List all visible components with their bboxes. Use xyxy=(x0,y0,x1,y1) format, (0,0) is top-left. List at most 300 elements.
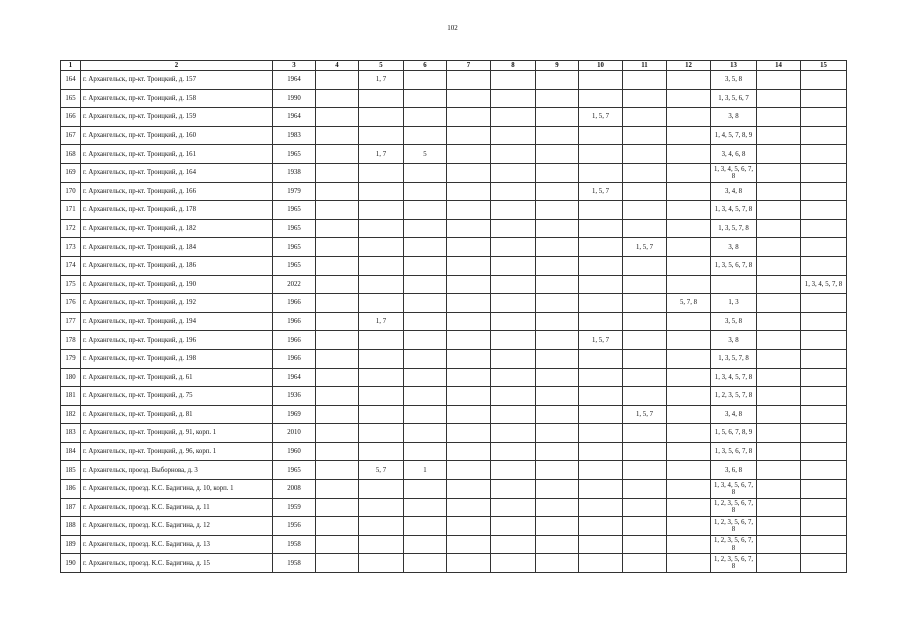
col-14-cell xyxy=(757,201,801,220)
col-11-cell xyxy=(623,442,667,461)
col-9-cell xyxy=(536,480,579,499)
col-9-cell xyxy=(536,517,579,536)
col-8-cell xyxy=(491,275,536,294)
table-row xyxy=(61,498,847,517)
col-6-cell xyxy=(404,201,447,220)
header-col-10: 10 xyxy=(579,61,623,71)
year-cell: 1965 xyxy=(273,145,316,164)
col-4-cell xyxy=(316,163,359,182)
col-6-cell xyxy=(404,517,447,536)
col-8-cell xyxy=(491,182,536,201)
col-10-cell xyxy=(579,71,623,90)
year-cell: 1966 xyxy=(273,294,316,313)
col-8-cell xyxy=(491,201,536,220)
year-cell: 1966 xyxy=(273,312,316,331)
row-number-cell: 182 xyxy=(61,405,81,424)
col-4-cell xyxy=(316,312,359,331)
col-11-cell xyxy=(623,517,667,536)
col-11-cell xyxy=(623,480,667,499)
col-14-cell xyxy=(757,89,801,108)
col-4-cell xyxy=(316,238,359,257)
col-9-cell xyxy=(536,498,579,517)
col-10-cell xyxy=(579,554,623,573)
col-4-cell xyxy=(316,387,359,406)
col-10-cell xyxy=(579,461,623,480)
col-11-cell xyxy=(623,71,667,90)
col-12-cell xyxy=(667,331,711,350)
header-col-11: 11 xyxy=(623,61,667,71)
col-14-cell xyxy=(757,275,801,294)
col-6-cell xyxy=(404,387,447,406)
col-7-cell xyxy=(447,238,491,257)
col-8-cell xyxy=(491,163,536,182)
col-7-cell xyxy=(447,275,491,294)
col-11-cell xyxy=(623,387,667,406)
year-cell: 1959 xyxy=(273,498,316,517)
col-8-cell xyxy=(491,312,536,331)
col-9-cell xyxy=(536,368,579,387)
col-13-cell: 1, 3, 4, 5, 7, 8 xyxy=(711,368,757,387)
table-row xyxy=(61,331,847,350)
address-cell: г. Архангельск, проезд. К.С. Бадигина, д. 11 xyxy=(81,498,273,517)
year-cell: 1965 xyxy=(273,201,316,220)
col-12-cell xyxy=(667,405,711,424)
header-col-6: 6 xyxy=(404,61,447,71)
col-5-cell xyxy=(359,126,404,145)
col-10-cell xyxy=(579,238,623,257)
col-6-cell xyxy=(404,535,447,554)
col-4-cell xyxy=(316,517,359,536)
col-13-cell: 1, 2, 3, 5, 7, 8 xyxy=(711,387,757,406)
col-11-cell xyxy=(623,424,667,443)
col-5-cell xyxy=(359,349,404,368)
table-row xyxy=(61,275,847,294)
col-12-cell xyxy=(667,275,711,294)
col-13-cell: 1, 3, 4, 5, 6, 7, 8 xyxy=(711,163,757,182)
col-6-cell: 5 xyxy=(404,145,447,164)
col-12-cell xyxy=(667,71,711,90)
col-10-cell xyxy=(579,219,623,238)
col-12-cell xyxy=(667,498,711,517)
col-14-cell xyxy=(757,256,801,275)
col-13-cell: 1, 2, 3, 5, 6, 7, 8 xyxy=(711,535,757,554)
col-10-cell xyxy=(579,405,623,424)
row-number-cell: 164 xyxy=(61,71,81,90)
col-15-cell xyxy=(801,163,847,182)
row-number-cell: 189 xyxy=(61,535,81,554)
col-8-cell xyxy=(491,126,536,145)
col-13-cell: 1, 3, 5, 7, 8 xyxy=(711,349,757,368)
col-15-cell xyxy=(801,145,847,164)
col-10-cell xyxy=(579,275,623,294)
col-15-cell xyxy=(801,442,847,461)
col-14-cell xyxy=(757,461,801,480)
col-10-cell xyxy=(579,163,623,182)
table-row xyxy=(61,424,847,443)
year-cell: 1966 xyxy=(273,331,316,350)
col-6-cell xyxy=(404,349,447,368)
table-row xyxy=(61,89,847,108)
col-14-cell xyxy=(757,182,801,201)
col-5-cell xyxy=(359,163,404,182)
col-15-cell xyxy=(801,554,847,573)
col-5-cell xyxy=(359,331,404,350)
col-9-cell xyxy=(536,424,579,443)
col-9-cell xyxy=(536,219,579,238)
col-15-cell xyxy=(801,349,847,368)
address-cell: г. Архангельск, пр-кт. Троицкий, д. 96, корп. 1 xyxy=(81,442,273,461)
col-11-cell: 1, 5, 7 xyxy=(623,238,667,257)
col-8-cell xyxy=(491,331,536,350)
table-row xyxy=(61,535,847,554)
year-cell: 1965 xyxy=(273,256,316,275)
year-cell: 1983 xyxy=(273,126,316,145)
col-12-cell xyxy=(667,312,711,331)
col-10-cell xyxy=(579,349,623,368)
col-7-cell xyxy=(447,480,491,499)
col-6-cell xyxy=(404,331,447,350)
col-11-cell xyxy=(623,145,667,164)
col-9-cell xyxy=(536,461,579,480)
col-7-cell xyxy=(447,201,491,220)
col-11-cell xyxy=(623,163,667,182)
col-7-cell xyxy=(447,145,491,164)
col-13-cell: 1, 2, 3, 5, 6, 7, 8 xyxy=(711,498,757,517)
col-4-cell xyxy=(316,71,359,90)
col-5-cell xyxy=(359,201,404,220)
col-12-cell: 5, 7, 8 xyxy=(667,294,711,313)
col-8-cell xyxy=(491,535,536,554)
header-col-7: 7 xyxy=(447,61,491,71)
col-9-cell xyxy=(536,275,579,294)
col-11-cell xyxy=(623,219,667,238)
col-6-cell xyxy=(404,498,447,517)
col-11-cell xyxy=(623,331,667,350)
header-col-5: 5 xyxy=(359,61,404,71)
table-row xyxy=(61,219,847,238)
col-4-cell xyxy=(316,368,359,387)
col-14-cell xyxy=(757,554,801,573)
table-row xyxy=(61,349,847,368)
col-9-cell xyxy=(536,387,579,406)
col-10-cell xyxy=(579,145,623,164)
col-15-cell xyxy=(801,108,847,127)
header-col-15: 15 xyxy=(801,61,847,71)
col-8-cell xyxy=(491,238,536,257)
col-4-cell xyxy=(316,461,359,480)
col-5-cell xyxy=(359,368,404,387)
col-7-cell xyxy=(447,498,491,517)
col-10-cell: 1, 5, 7 xyxy=(579,331,623,350)
table-row xyxy=(61,238,847,257)
col-5-cell xyxy=(359,498,404,517)
col-12-cell xyxy=(667,535,711,554)
col-7-cell xyxy=(447,89,491,108)
col-14-cell xyxy=(757,163,801,182)
address-cell: г. Архангельск, проезд. К.С. Бадигина, д. 13 xyxy=(81,535,273,554)
col-5-cell: 5, 7 xyxy=(359,461,404,480)
row-number-cell: 173 xyxy=(61,238,81,257)
col-5-cell xyxy=(359,275,404,294)
col-9-cell xyxy=(536,405,579,424)
col-14-cell xyxy=(757,368,801,387)
col-11-cell xyxy=(623,498,667,517)
col-11-cell xyxy=(623,256,667,275)
col-8-cell xyxy=(491,256,536,275)
col-7-cell xyxy=(447,108,491,127)
row-number-cell: 187 xyxy=(61,498,81,517)
address-cell: г. Архангельск, пр-кт. Троицкий, д. 198 xyxy=(81,349,273,368)
col-6-cell xyxy=(404,275,447,294)
col-12-cell xyxy=(667,517,711,536)
header-row xyxy=(61,61,847,71)
col-14-cell xyxy=(757,442,801,461)
col-7-cell xyxy=(447,126,491,145)
col-4-cell xyxy=(316,480,359,499)
table-row xyxy=(61,71,847,90)
col-10-cell xyxy=(579,256,623,275)
year-cell: 2008 xyxy=(273,480,316,499)
col-7-cell xyxy=(447,387,491,406)
col-11-cell xyxy=(623,201,667,220)
col-8-cell xyxy=(491,349,536,368)
address-cell: г. Архангельск, пр-кт. Троицкий, д. 192 xyxy=(81,294,273,313)
col-9-cell xyxy=(536,145,579,164)
col-4-cell xyxy=(316,349,359,368)
col-11-cell xyxy=(623,535,667,554)
header-col-1: 1 xyxy=(61,61,81,71)
col-15-cell xyxy=(801,182,847,201)
col-13-cell: 1, 3, 5, 6, 7, 8 xyxy=(711,442,757,461)
address-cell: г. Архангельск, пр-кт. Троицкий, д. 166 xyxy=(81,182,273,201)
col-15-cell: 1, 3, 4, 5, 7, 8 xyxy=(801,275,847,294)
col-14-cell xyxy=(757,294,801,313)
table-row xyxy=(61,163,847,182)
col-5-cell xyxy=(359,238,404,257)
col-9-cell xyxy=(536,108,579,127)
col-12-cell xyxy=(667,182,711,201)
col-4-cell xyxy=(316,89,359,108)
col-14-cell xyxy=(757,424,801,443)
col-13-cell: 1, 2, 3, 5, 6, 7, 8 xyxy=(711,517,757,536)
address-cell: г. Архангельск, пр-кт. Троицкий, д. 184 xyxy=(81,238,273,257)
col-10-cell xyxy=(579,126,623,145)
col-7-cell xyxy=(447,331,491,350)
col-8-cell xyxy=(491,294,536,313)
col-13-cell: 1, 3, 5, 7, 8 xyxy=(711,219,757,238)
col-11-cell xyxy=(623,554,667,573)
col-12-cell xyxy=(667,424,711,443)
header-col-3: 3 xyxy=(273,61,316,71)
col-6-cell xyxy=(404,294,447,313)
col-14-cell xyxy=(757,312,801,331)
col-6-cell xyxy=(404,163,447,182)
year-cell: 1958 xyxy=(273,535,316,554)
header-col-13: 13 xyxy=(711,61,757,71)
col-5-cell: 1, 7 xyxy=(359,312,404,331)
col-9-cell xyxy=(536,349,579,368)
col-4-cell xyxy=(316,126,359,145)
row-number-cell: 186 xyxy=(61,480,81,499)
col-9-cell xyxy=(536,238,579,257)
col-12-cell xyxy=(667,554,711,573)
address-cell: г. Архангельск, пр-кт. Троицкий, д. 161 xyxy=(81,145,273,164)
col-4-cell xyxy=(316,405,359,424)
row-number-cell: 171 xyxy=(61,201,81,220)
col-10-cell xyxy=(579,517,623,536)
col-13-cell: 1, 3, 5, 6, 7 xyxy=(711,89,757,108)
col-13-cell: 1, 2, 3, 5, 6, 7, 8 xyxy=(711,554,757,573)
col-15-cell xyxy=(801,405,847,424)
col-7-cell xyxy=(447,461,491,480)
row-number-cell: 184 xyxy=(61,442,81,461)
address-cell: г. Архангельск, пр-кт. Троицкий, д. 194 xyxy=(81,312,273,331)
col-8-cell xyxy=(491,517,536,536)
col-15-cell xyxy=(801,387,847,406)
col-15-cell xyxy=(801,331,847,350)
table-row xyxy=(61,294,847,313)
col-12-cell xyxy=(667,219,711,238)
col-6-cell xyxy=(404,238,447,257)
col-10-cell xyxy=(579,424,623,443)
row-number-cell: 174 xyxy=(61,256,81,275)
year-cell: 1960 xyxy=(273,442,316,461)
col-13-cell: 3, 5, 8 xyxy=(711,312,757,331)
header-col-14: 14 xyxy=(757,61,801,71)
col-13-cell: 1, 5, 6, 7, 8, 9 xyxy=(711,424,757,443)
col-7-cell xyxy=(447,405,491,424)
col-13-cell: 3, 8 xyxy=(711,331,757,350)
col-7-cell xyxy=(447,535,491,554)
table-row xyxy=(61,461,847,480)
col-9-cell xyxy=(536,312,579,331)
col-12-cell xyxy=(667,145,711,164)
col-8-cell xyxy=(491,145,536,164)
col-11-cell xyxy=(623,349,667,368)
col-9-cell xyxy=(536,331,579,350)
col-10-cell: 1, 5, 7 xyxy=(579,108,623,127)
col-14-cell xyxy=(757,517,801,536)
col-9-cell xyxy=(536,535,579,554)
year-cell: 1964 xyxy=(273,368,316,387)
col-5-cell: 1, 7 xyxy=(359,145,404,164)
col-13-cell: 3, 4, 8 xyxy=(711,405,757,424)
row-number-cell: 180 xyxy=(61,368,81,387)
col-15-cell xyxy=(801,461,847,480)
year-cell: 1966 xyxy=(273,349,316,368)
col-4-cell xyxy=(316,424,359,443)
col-14-cell xyxy=(757,238,801,257)
year-cell: 1969 xyxy=(273,405,316,424)
col-15-cell xyxy=(801,219,847,238)
address-cell: г. Архангельск, пр-кт. Троицкий, д. 160 xyxy=(81,126,273,145)
col-13-cell: 3, 5, 8 xyxy=(711,71,757,90)
col-15-cell xyxy=(801,89,847,108)
table-row xyxy=(61,442,847,461)
col-6-cell xyxy=(404,71,447,90)
row-number-cell: 165 xyxy=(61,89,81,108)
address-cell: г. Архангельск, проезд. Выборнова, д. 3 xyxy=(81,461,273,480)
col-15-cell xyxy=(801,424,847,443)
row-number-cell: 177 xyxy=(61,312,81,331)
col-9-cell xyxy=(536,294,579,313)
col-5-cell xyxy=(359,182,404,201)
col-5-cell xyxy=(359,387,404,406)
col-15-cell xyxy=(801,126,847,145)
col-8-cell xyxy=(491,424,536,443)
col-10-cell: 1, 5, 7 xyxy=(579,182,623,201)
row-number-cell: 188 xyxy=(61,517,81,536)
table-row xyxy=(61,405,847,424)
address-cell: г. Архангельск, пр-кт. Троицкий, д. 182 xyxy=(81,219,273,238)
col-4-cell xyxy=(316,275,359,294)
col-10-cell xyxy=(579,498,623,517)
year-cell: 1964 xyxy=(273,71,316,90)
table-row xyxy=(61,182,847,201)
col-15-cell xyxy=(801,256,847,275)
col-4-cell xyxy=(316,201,359,220)
row-number-cell: 172 xyxy=(61,219,81,238)
col-9-cell xyxy=(536,201,579,220)
row-number-cell: 183 xyxy=(61,424,81,443)
col-11-cell xyxy=(623,368,667,387)
address-cell: г. Архангельск, пр-кт. Троицкий, д. 164 xyxy=(81,163,273,182)
year-cell: 1938 xyxy=(273,163,316,182)
col-5-cell xyxy=(359,256,404,275)
address-cell: г. Архангельск, пр-кт. Троицкий, д. 190 xyxy=(81,275,273,294)
year-cell: 1956 xyxy=(273,517,316,536)
col-9-cell xyxy=(536,71,579,90)
col-7-cell xyxy=(447,71,491,90)
table-row xyxy=(61,517,847,536)
col-7-cell xyxy=(447,256,491,275)
col-7-cell xyxy=(447,349,491,368)
col-4-cell xyxy=(316,108,359,127)
col-7-cell xyxy=(447,554,491,573)
header-col-2: 2 xyxy=(81,61,273,71)
col-9-cell xyxy=(536,554,579,573)
col-13-cell: 1, 3, 4, 5, 7, 8 xyxy=(711,201,757,220)
col-6-cell xyxy=(404,368,447,387)
col-15-cell xyxy=(801,535,847,554)
col-14-cell xyxy=(757,108,801,127)
address-cell: г. Архангельск, пр-кт. Троицкий, д. 186 xyxy=(81,256,273,275)
table-row xyxy=(61,201,847,220)
col-15-cell xyxy=(801,294,847,313)
col-6-cell xyxy=(404,312,447,331)
col-7-cell xyxy=(447,219,491,238)
year-cell: 1965 xyxy=(273,461,316,480)
address-cell: г. Архангельск, проезд. К.С. Бадигина, д. 15 xyxy=(81,554,273,573)
col-10-cell xyxy=(579,312,623,331)
col-11-cell: 1, 5, 7 xyxy=(623,405,667,424)
address-cell: г. Архангельск, пр-кт. Троицкий, д. 91, корп. 1 xyxy=(81,424,273,443)
year-cell: 1965 xyxy=(273,219,316,238)
col-12-cell xyxy=(667,238,711,257)
address-cell: г. Архангельск, проезд. К.С. Бадигина, д. 12 xyxy=(81,517,273,536)
col-8-cell xyxy=(491,108,536,127)
row-number-cell: 168 xyxy=(61,145,81,164)
col-6-cell xyxy=(404,219,447,238)
col-5-cell: 1, 7 xyxy=(359,71,404,90)
col-4-cell xyxy=(316,554,359,573)
header-col-4: 4 xyxy=(316,61,359,71)
col-15-cell xyxy=(801,201,847,220)
header-col-12: 12 xyxy=(667,61,711,71)
col-13-cell: 1, 4, 5, 7, 8, 9 xyxy=(711,126,757,145)
col-6-cell xyxy=(404,89,447,108)
col-8-cell xyxy=(491,442,536,461)
